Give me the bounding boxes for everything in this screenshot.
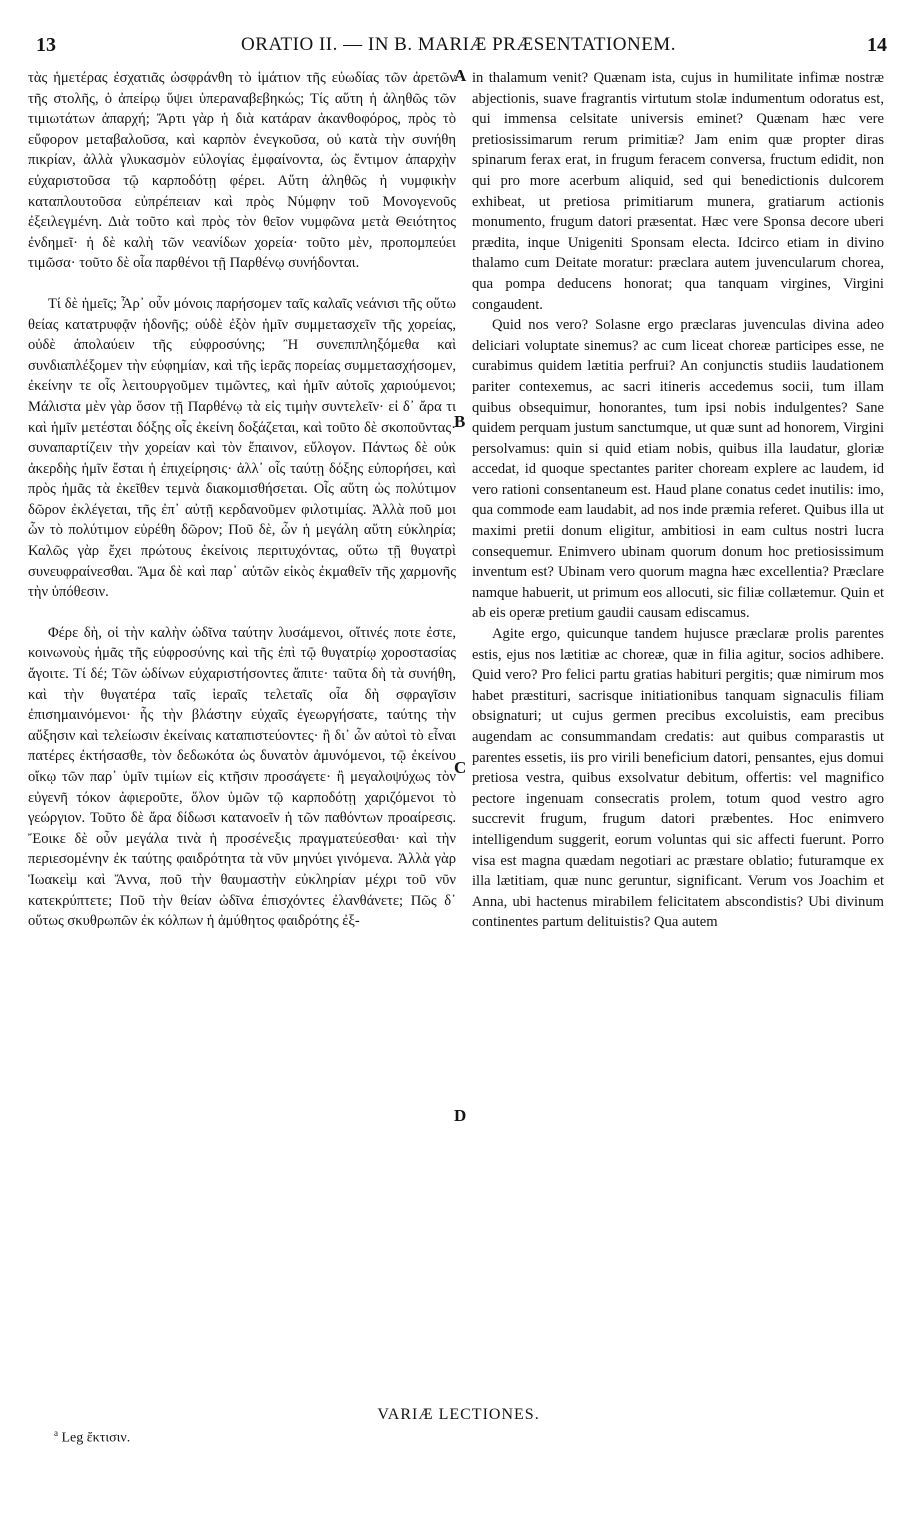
- margin-marker-c: C: [454, 758, 467, 777]
- footnote-mark: a: [54, 1428, 58, 1438]
- running-title: ORATIO II. — IN B. MARIÆ PRÆSENTATIONEM.: [241, 34, 676, 55]
- footnote: [54, 1428, 130, 1447]
- latin-paragraph-3: Agite ergo, quicunque tandem hujusce præclaræ prolis parentes estis, ejus nos lætitiæ ac choreæ, quæ in filia agitur, socios adhibere. Quid vero? Pro felici partu gratias habituri pergitis; quæ nimirum mos habet præstituri, sacrisque initiationibus tanquam signaculis filiam obsignaturi; ut cujus germen precibus excoluistis, eam precibus augendam ac consummandam credatis: aut quibus comparastis ut parentes essetis, iis pro virili beneficium datori, pensantes, ejus domui pretiosa vestra, quibus exsolvatur debitum, offertis: vel magnifico pectore ingenuam consecratis prolem, totum quod vestro agro succrevit frugum, frugum datori præbentes. Hoc enimvero intelligendum suggerit, eorum voluntas qui sic affecti fuerunt. Porro visa est magna quædam negotiari ac præstare oblatio; futuramque ex illa lætitiam, quæ nunc geruntur, significant. Verum vos Joachim et Anna, ubi hactenus mirabilem felicitatem abscondistis? Ubi divinum continentes partum delituistis? Qua autem: [472, 626, 884, 931]
- running-header: [30, 34, 887, 64]
- margin-marker-a: A: [454, 66, 467, 85]
- latin-paragraph-2: Quid nos vero? Solasne ergo præclaras juvenculas divina adeo deliciari voluptate sinemus? ac cum liceat choreæ participes esse, ne curabimus quidem lætitia perfrui? An conjunctis studiis laudationem pariter contexemus, ac sacri itineris accedemus socii, tum illam quibus obsequimur, honorantes, tum ipsi nobis indulgentes? Sane quidem perquam justum sanctumque, ut quæ sunt ad honorem, Virgini persolvamus: quin si quid etiam nobis, quibus illa laudatur, gloriæ accedat, id quoque spectantes pariter choream explere ac laudem, id vero rationi consentaneum est. Haud plane conatus cedet inutilis: imo, qua commode eam laudabit, ad nos inde præmia referet. Quibus illa ut maximi pretii donum eligitur, ambitiosi in eam cultus nostri lucra consequemur. Enimvero ubinam quorum donum hoc pretiosissimum inventum est? Ubinam vero quorum magna hæc excellentia? Præclare namque habuerit, ut primum eos allocuti, sic filiæ collætemur. Quin et ab eis operæ pretium gaudii causam ediscamus.: [472, 317, 884, 622]
- page-number-right: 14: [867, 34, 887, 56]
- greek-paragraph-3: Φέρε δὴ, οἱ τὴν καλὴν ὠδῖνα ταύτην λυσάμενοι, οἵτινές ποτε ἐστε, κοινωνοὺς ἡμᾶς τῆς εὐφροσύνης καὶ τῆς ἐπὶ τῷ θυγατρίῳ χοροστασίας ἄγοιτε. Τί δέ; Τῶν ὠδίνων εὐχαριστήσοντες ἄπιτε· ταῦτα δὴ τὰ συνήθη, καὶ τὴν θυγατέρα ταῖς ἱεραῖς τελεταῖς οἷα δὴ σφραγῖσιν ἐπισημαινόμενοι· ἧς τὴν βλάστην εὐχαῖς ἐγεωργήσατε, ταύτης τὴν αὔξησιν καὶ τελείωσιν ἐκείναις καταπιστεύοντες· ἢ δι᾽ ὧν αὐτοὶ τὸ εἶναι πατέρες ἐκτήσασθε, τὸν δεδωκότα ὡς δυνατὸν ἀμυνόμενοι, τῷ ἐκείνου οἴκῳ τῶν παρ᾽ ὑμῖν τιμίων εἰς κτῆσιν προσάγετε· ἢ μεγαλοψύχως τὸν εὐγενῆ τόκον ἀφιεροῦτε, ὅλον ὑμῶν τῷ καρποδότῃ χαριζόμενοι τὸ γεώργιον. Τοῦτο δὲ ἄρα δίδωσι κατανοεῖν ἡ τῶν παθόντων προαίρεσις. Ἔοικε δὲ οὖν μεγάλα τινὰ ἡ προσένεξις πραγματεύεσθαι· καὶ τὴν περιεσομένην ἐκ ταύτης φαιδρότητα τὰ νῦν μηνύει γινόμενα. Ἀλλὰ γὰρ Ἰωακεὶμ καὶ Ἄννα, ποῦ τὴν θαυμαστὴν εὐκληρίαν μέχρι τοῦ νῦν κατεκρύπτετε; Ποῦ τὴν θείαν ὠδῖνα ἐπισχόντες ἐλανθάνετε; Πῶς δ᾽ οὕτως σκυθρωπῶν ἐκ κόλπων ἡ ἀμύθητος φαιδρότης ἐξ-: [28, 624, 456, 930]
- variae-lectiones-heading: VARIÆ LECTIONES.: [377, 1406, 540, 1423]
- latin-column: [472, 68, 884, 933]
- latin-paragraph-1: in thalamum venit? Quænam ista, cujus in humilitate infimæ nostræ abjectionis, suave fragrantis virtutum stolæ indumentum odoratus est, qui immensa celsitate universis eminet? Quænam hæc vere pretiosissimarum rerum primitiæ? Jam enim quæ propter diras spinarum ferax erat, in frugum feracem conversa, fructum edidit, non qui pro more acerbum aliquid, sed qui benedictionis dulcorem exhibeat, ut pretiosa primitiarum munera, gratiarum actionis monumento, frugum datori præsentat. Hæc vere Sponsa decore uberi prædita, inque Unigeniti Sponsam electa. Idcirco etiam in divino thalamo cum Deitate moratur: præclara autem juvencularum chorea, qua pompa deducens honorat; qua tanquam virgines, Virgini congaudent.: [472, 70, 884, 313]
- margin-marker-d: D: [454, 1106, 467, 1125]
- page-number-left: 13: [36, 34, 56, 56]
- greek-paragraph-1: τὰς ἡμετέρας ἐσχατιᾶς ὠσφράνθη τὸ ἱμάτιον τῆς εὐωδίας τῶν ἀρετῶν τῆς στολῆς, ὁ ἀπείρῳ ὕψει ὑπεραναβεβηκώς; Τίς αὕτη ἡ ἀληθῶς τῶν τιμιωτάτων ἀπαρχή; Ἄρτι γὰρ ἡ διὰ κατάραν ἀκανθοφόρος, πρὸς τὸ εὔφορον μεταβαλοῦσα, καὶ καρπὸν ἐνεγκοῦσα, οὐ κατὰ τὴν συνήθη πικρίαν, ἀλλὰ γλυκασμὸν εὐλογίας ἐμφαίνοντα, ὡς ἔντιμον ἀπαρχὴν εὐχαριστοῦσα τῷ καρποδότῃ φέρει. Αὕτη ἀληθῶς ἡ νυμφικὴν καταπλουτοῦσα εὐπρέπειαν καὶ πρὸς Νύμφην τοῦ Μονογενοῦς ἐξειλεγμένη. Διὰ τοῦτο καὶ πρὸς τὸν θεῖον νυμφῶνα μετὰ Θειότητος ἐνδημεῖ· ἡ δὲ καλὴ τῶν νεανίδων χορεία· τοῦτο μὲν, προπομπεύει τιμῶσα· τοῦτο δὲ οἷα παρθένοι τῇ Παρθένῳ συνήδονται.: [28, 70, 456, 272]
- greek-paragraph-2: Τί δὲ ἡμεῖς; Ἆρ᾽ οὖν μόνοις παρήσομεν ταῖς καλαῖς νεάνισι τῆς οὕτω θείας κατατρυφᾷν ἡδονῆς; οὐδὲ ἐξὸν ἡμῖν συμμετασχεῖν τῆς χορείας, οὐδὲ ἀπολαύειν τῆς εὐφροσύνης; Ἢ συνεπιπληξόμεθα καὶ συνδιαπλέξομεν τὴν εὐφημίαν, καὶ τῆς ἱερᾶς πορείας συμμετασχήσομεν, ἐκείνην τε οἷς λειτουργοῦμεν τιμῶντες, καὶ ἡμῖν αὐτοῖς χαριούμενοι; Μάλιστα μὲν γὰρ ὅσον τῇ Παρθένῳ τὰ εἰς τιμὴν συντελεῖν· εἰ δ᾽ ἄρα τι καὶ ἡμῖν μετέσται δόξης οἷς ἐκείνη δοξάζεται, καὶ τοῦτο δὲ σκοποῦντας· συναπαρτίζειν τὴν χορείαν καὶ τὸν ἔπαινον, εὔλογον. Πάντως δὲ οὐκ ἀκερδὴς ἡμῖν ἔσται ἡ ἐπιχείρησις· ἀλλ᾽ οἷς ταύτῃ δόξης εὐπορήσει, καὶ πρὸς ἡμᾶς τὰ ἐκεῖθεν τεμνὰ διακομισθήσεται. Οἷς αὕτη ὡς πολύτιμον δῶρον ἐκλέγεται, τῆς ἐπ᾽ αὐτῇ κερδανοῦμεν φιλοτιμίας. Ἀλλὰ ποῦ μοι ὧν τὸ πολύτιμον εὑρέθη δῶρον; Ποῦ δὲ, ὧν ἡ μεγάλη αὕτη εὐκληρία; Καλῶς γὰρ ἔχει πρώτους ἐκείνοις περιτυχόντας, οὕτω τῇ θυγατρὶ συνευφραίνεσθαι. Ἅμα δὲ καὶ παρ᾽ αὐτῶν εἰκὸς ἐκμαθεῖν τῆς χαρμονῆς τὴν ὑπόθεσιν.: [28, 295, 456, 601]
- footnote-text: Leg ἔκτισιν.: [61, 1430, 131, 1446]
- greek-column: [28, 68, 456, 932]
- margin-marker-b: B: [454, 412, 466, 431]
